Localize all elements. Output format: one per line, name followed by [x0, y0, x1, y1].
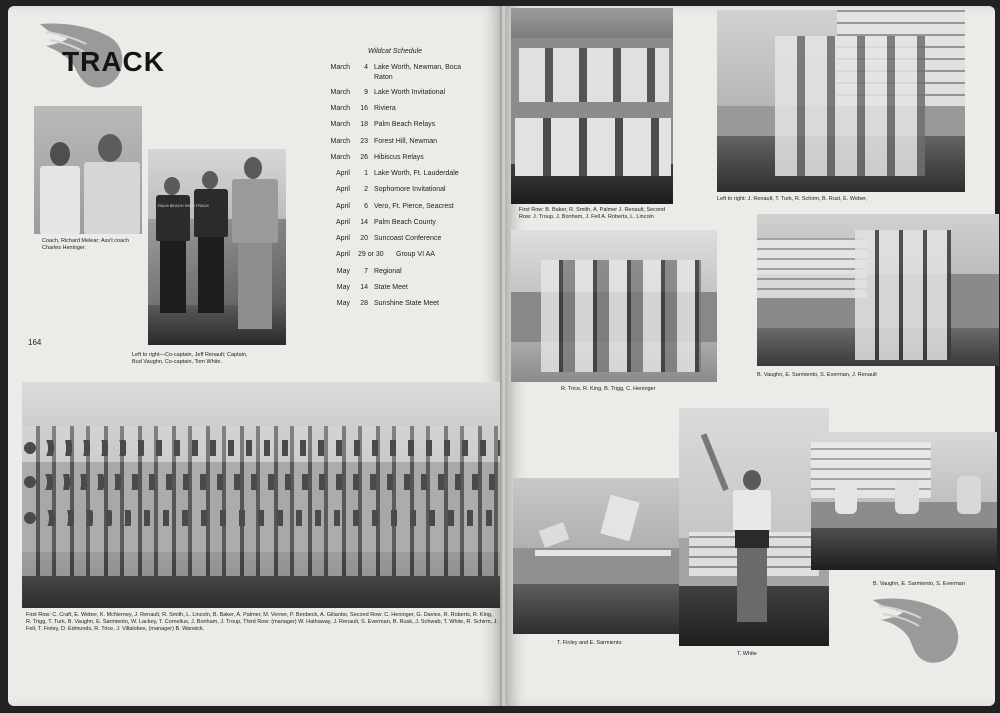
- schedule-row: April 29 or 30 Group VI AA: [335, 251, 435, 258]
- team-caption: First Row: C. Craft, E. Weber, K. McNerney, J. Renault, R. Smith, L. Lincoln, B. Baker, A. Palmer, M. Verner, P. Benbeck, A. Gilianbo, Second Row: C. Heninger, G. Davies, R. Roberts, R. King, R. Trigg, T. Turk, B. Vaughn, E. Sarmiento, W. Lackey, T. Cornelius, J. Bonham, J. Troup, Third Row: (manager) W. Hathaway, J. Renault, S. Everman, B. Rusk, J. Schwab, T. White, R. Schirm, J. Fell, T. Finley, D. Edmunds, R. Trice, J. Villalobes, (manager) B. Warwick.: [26, 612, 498, 632]
- thrower-photo: [679, 408, 829, 646]
- captains-caption: Left to right—Co-captain, Jeff Renault; Captain, Bud Vaughn, Co-captain, Tom White.: [132, 352, 248, 365]
- page-heading: TRACK: [62, 46, 165, 77]
- shirt-lettering: PALM BEACH HIGH TRACK: [158, 203, 210, 208]
- schedule-row: March 26 Hibiscus Relays: [330, 154, 424, 161]
- runners-caption: R. Trice, R. King, B. Trigg, C. Heninger: [561, 386, 656, 392]
- schedule-row: April 20 Suncoast Conference: [335, 235, 442, 242]
- schedule-row: April 2 Sophomore Invitational: [335, 186, 446, 193]
- schedule-row: April 14 Palm Beach County: [335, 219, 436, 226]
- captains-photo: [148, 149, 286, 345]
- schedule-row: April 6 Vero, Ft. Pierce, Seacrest: [335, 203, 454, 210]
- relay-caption: First Row: B. Baker, R. Smith, A. Palmer J. Renault, Second Row: J. Troup, J. Bonham, J. Fell A. Roberts, L. Lincoln: [519, 207, 666, 220]
- schedule-row: May 28 Sunshine State Meet: [336, 300, 439, 307]
- left-page: [8, 6, 503, 706]
- schedule-row-continued: Raton: [374, 74, 393, 81]
- schedule-row: March 23 Forest Hill, Newman: [330, 138, 438, 145]
- schedule-row: May 14 State Meet: [336, 284, 408, 291]
- page-number: 164: [28, 338, 42, 347]
- sprinters-photo: [757, 214, 999, 366]
- schedule-row: March 16 Riviera: [330, 105, 396, 112]
- lineup-photo: [717, 10, 965, 192]
- hurdlers-photo: [513, 478, 691, 634]
- sprinters-caption: B. Vaughn, E. Sarmiento, S. Everman, J. Renault: [757, 372, 877, 378]
- schedule-row: March 9 Lake Worth Invitational: [330, 89, 446, 96]
- lineup-caption: Left to right: J. Renault, T. Turk, R. Schirm, B. Rust, E. Weber,: [717, 196, 868, 202]
- schedule-row: March 4 Lake Worth, Newman, Boca: [330, 64, 462, 71]
- coaches-photo: [34, 106, 142, 234]
- thrower-caption: T. White: [737, 651, 757, 657]
- schedule-row: March 18 Palm Beach Relays: [330, 121, 436, 128]
- runners-photo: [511, 230, 717, 382]
- winged-foot-logo: [869, 594, 969, 670]
- schedule-row: May 7 Regional: [336, 268, 402, 275]
- schedule-row: April 1 Lake Worth, Ft. Lauderdale: [335, 170, 459, 177]
- right-page: [505, 6, 995, 706]
- starters-caption: B. Vaughn, E. Sarmiento, S. Everman: [873, 581, 965, 587]
- relay-team-photo: [511, 8, 673, 204]
- schedule-title: Wildcat Schedule: [368, 48, 423, 55]
- starters-photo: [811, 432, 997, 570]
- team-photo: [22, 382, 500, 608]
- hurdlers-caption: T. Finley and E. Sarmiento: [557, 640, 622, 646]
- coaches-caption: Coach, Richard Melear; Ass't coach Charles Heninger.: [42, 238, 129, 251]
